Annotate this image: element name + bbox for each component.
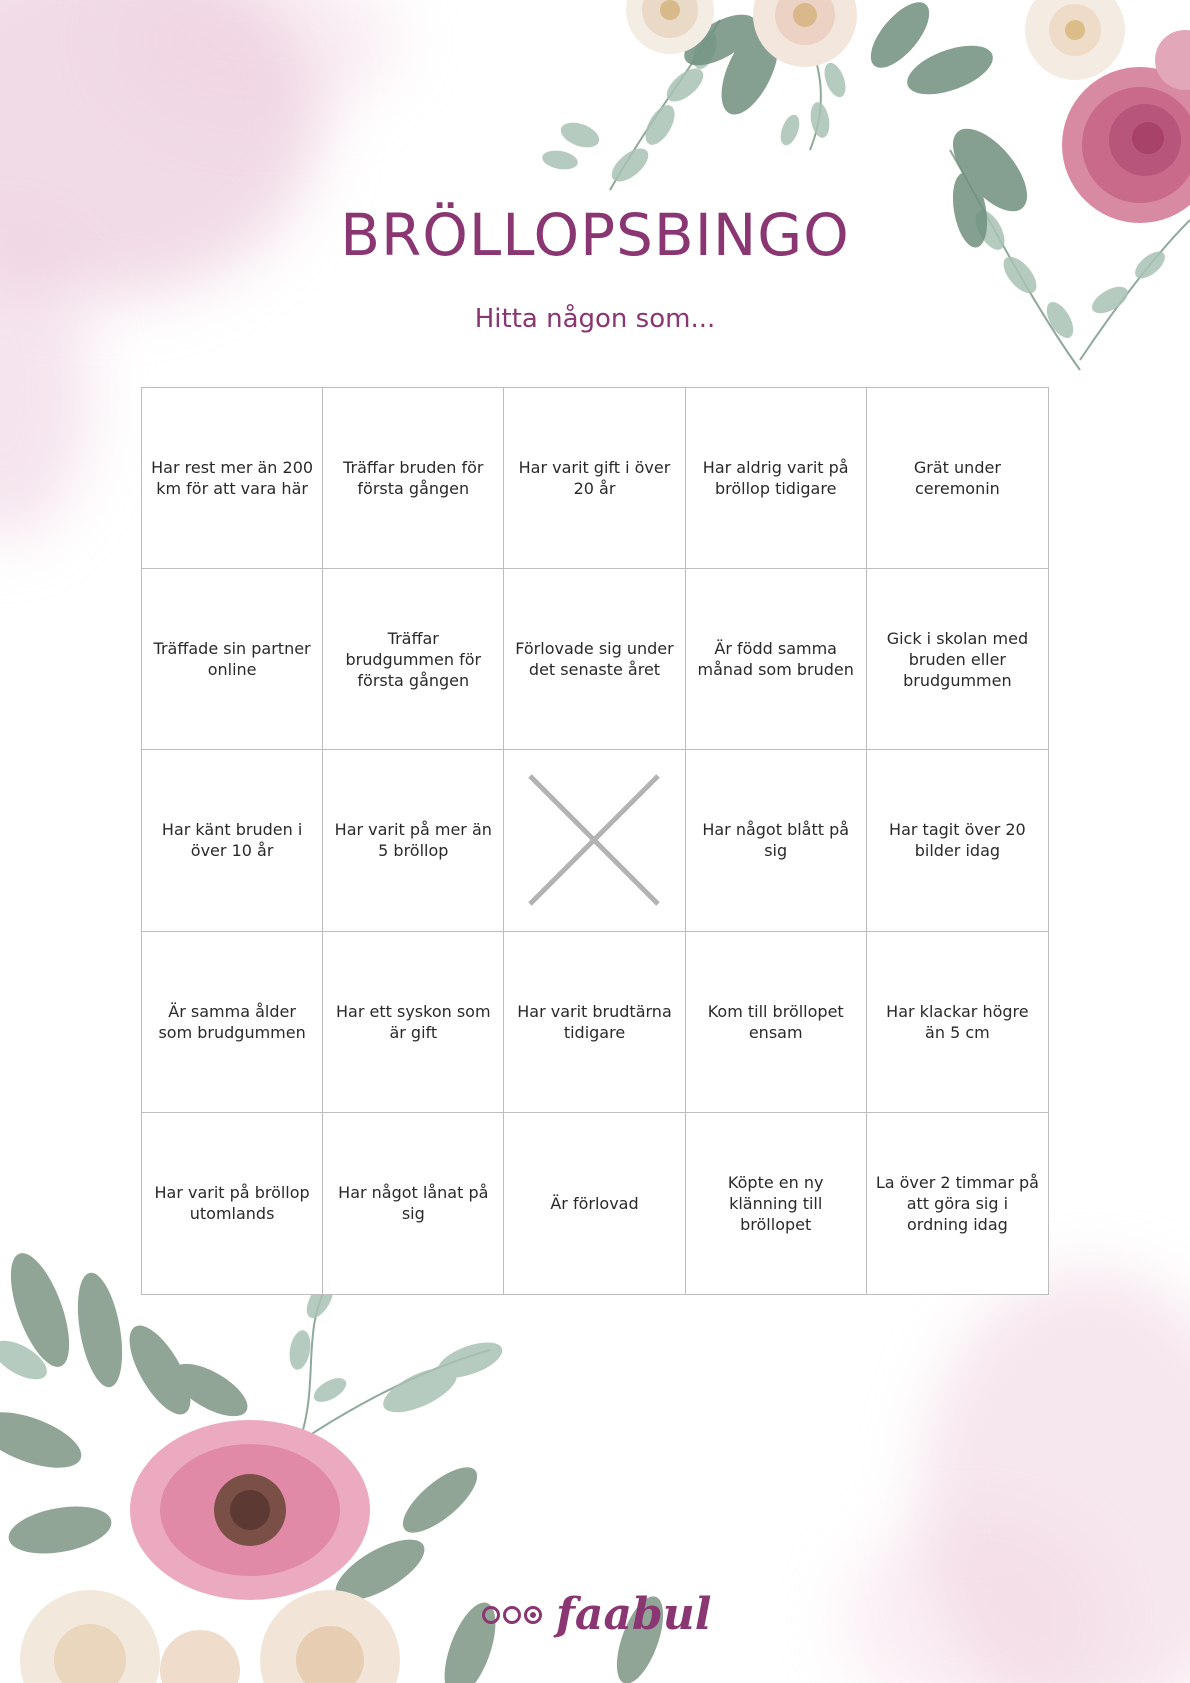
faabul-logo[interactable] <box>482 1585 711 1645</box>
bingo-cell[interactable]: Förlovade sig under det senaste året <box>504 569 685 750</box>
bingo-cell[interactable]: Har något blått på sig <box>686 750 867 931</box>
bingo-cell[interactable]: Köpte en ny klänning till bröllopet <box>686 1113 867 1294</box>
bingo-cell[interactable]: Kom till bröllopet ensam <box>686 932 867 1113</box>
bingo-cell[interactable]: Träffar bruden för första gången <box>323 388 504 569</box>
bingo-cell[interactable]: Har känt bruden i över 10 år <box>142 750 323 931</box>
bingo-cell[interactable]: Grät under ceremonin <box>867 388 1048 569</box>
logo-dot <box>482 1606 500 1624</box>
page-title: BRÖLLOPSBINGO <box>340 201 850 269</box>
logo-dots-icon <box>482 1606 542 1624</box>
bingo-cell[interactable]: Har något lånat på sig <box>323 1113 504 1294</box>
bingo-cell[interactable]: Har varit gift i över 20 år <box>504 388 685 569</box>
bingo-free-cell[interactable] <box>504 750 685 931</box>
bingo-cell[interactable]: Gick i skolan med bruden eller brudgummen <box>867 569 1048 750</box>
bingo-cell[interactable]: Har varit på bröllop utomlands <box>142 1113 323 1294</box>
bingo-cell[interactable]: Har varit brudtärna tidigare <box>504 932 685 1113</box>
bingo-cell[interactable]: La över 2 timmar på att göra sig i ordning idag <box>875 1172 1039 1234</box>
bingo-cell[interactable]: Är förlovad <box>504 1113 685 1294</box>
bingo-cell[interactable]: Träffar brudgummen för första gången <box>323 569 504 750</box>
page-subtitle: Hitta någon som... <box>474 304 716 334</box>
cross-icon <box>526 772 662 908</box>
bingo-cell[interactable]: Är född samma månad som bruden <box>686 569 867 750</box>
bingo-cell[interactable]: Har ett syskon som är gift <box>323 932 504 1113</box>
bingo-cell[interactable]: Har aldrig varit på bröllop tidigare <box>686 388 867 569</box>
bingo-cell[interactable]: Är samma ålder som brudgummen <box>142 932 323 1113</box>
bingo-cell[interactable]: Har klackar högre än 5 cm <box>867 932 1048 1113</box>
logo-text: faabul <box>556 1589 712 1640</box>
bingo-cell[interactable]: Har tagit över 20 bilder idag <box>867 750 1048 931</box>
bingo-cell[interactable]: Har varit på mer än 5 bröllop <box>323 750 504 931</box>
logo-dot <box>503 1606 521 1624</box>
logo-dot-filled <box>524 1606 542 1624</box>
bingo-grid <box>141 387 1049 1295</box>
bingo-cell[interactable]: Träffade sin partner online <box>142 569 323 750</box>
bingo-cell[interactable]: Har rest mer än 200 km för att vara här <box>142 388 323 569</box>
